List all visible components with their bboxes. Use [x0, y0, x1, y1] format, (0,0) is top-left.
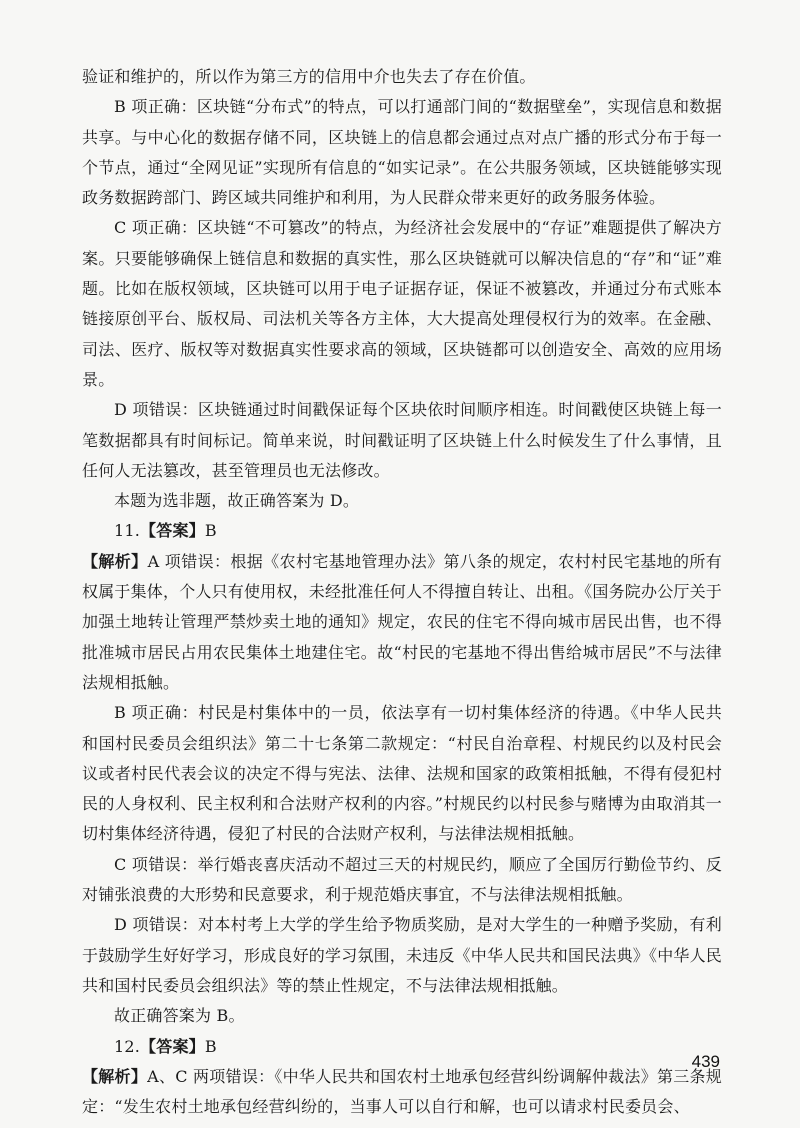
- analysis-paragraph-11: [82, 547, 722, 698]
- analysis-label: 【解析】: [82, 551, 148, 571]
- paragraph-option-c: C 项正确：区块链“不可篡改”的特点，为经济社会发展中的“存证”难题提供了解决方案。只要能够确保上链信息和数据的真实性，那么区块链就可以解决信息的“存”和“证”难题。比如在版权领域，区块链可以用于电子证据存证，保证不被篡改，并通过分布式账本链接原创平台、版权局、司法机关等各方主体，大大提高处理侵权行为的效率。在金融、司法、医疗、版权等对数据真实性要求高的领域，区块链都可以创造安全、高效的应用场景。: [82, 218, 722, 389]
- analysis-label: 【解析】: [82, 1066, 148, 1086]
- answer-value: B: [204, 1036, 217, 1056]
- analysis-text: A、C 两项错误：《中华人民共和国农村土地承包经营纠纷调解仲裁法》第三条规定：“发生农村土地承包经营纠纷的，当事人可以自行和解，也可以请求村民委员会、: [82, 1066, 722, 1117]
- answer-label: 【答案】: [140, 1036, 205, 1056]
- analysis-paragraph-12: [82, 1062, 722, 1123]
- document-body: [82, 62, 722, 1122]
- paragraph-continuation: 验证和维护的，所以作为第三方的信用中介也失去了存在价值。: [82, 67, 536, 86]
- question-number: 11.: [114, 521, 141, 541]
- paragraph-11-option-b: B 项正确：村民是村集体中的一员，依法享有一切村集体经济的待遇。《中华人民共和国村民委员会组织法》第二十七条第二款规定：“村民自治章程、村规民约以及村民会议或者村民代表会议的决定不得与宪法、法律、法规和国家的政策相抵触，不得有侵犯村民的人身权利、民主权利和合法财产权利的内容。”村规民约以村民参与赌博为由取消其一切村集体经济待遇，侵犯了村民的合法财产权利，与法律法规相抵触。: [82, 703, 722, 844]
- answer-heading-12: [82, 1032, 722, 1062]
- answer-label: 【答案】: [140, 521, 205, 541]
- paragraph-option-d: D 项错误：区块链通过时间戳保证每个区块依时间顺序相连。时间戳使区块链上每一笔数据都具有时间标记。简单来说，时间戳证明了区块链上什么时候发生了什么事情，且任何人无法篡改，甚至管理员也无法修改。: [82, 400, 722, 480]
- question-number: 12.: [114, 1036, 141, 1056]
- answer-value: B: [204, 521, 217, 541]
- paragraph-conclusion-10: 本题为选非题，故正确答案为 D。: [114, 491, 360, 511]
- paragraph-conclusion-11: 故正确答案为 B。: [114, 1006, 245, 1026]
- analysis-text: A 项错误：根据《农村宅基地管理办法》第八条的规定，农村村民宅基地的所有权属于集体，个人只有使用权，未经批准任何人不得擅自转让、出租。《国务院办公厅关于加强土地转让管理严禁炒卖土地的通知》规定，农民的住宅不得向城市居民出售，也不得批准城市居民占用农民集体土地建住宅。故“村民的宅基地不得出售给城市居民”不与法律法规相抵触。: [82, 551, 723, 692]
- page-number: 439: [691, 1052, 720, 1071]
- paragraph-11-option-d: D 项错误：对本村考上大学的学生给予物质奖励，是对大学生的一种赠予奖励，有利于鼓励学生好好学习，形成良好的学习氛围，未违反《中华人民共和国民法典》《中华人民共和国村民委员会组织法》等的禁止性规定，不与法律法规相抵触。: [82, 915, 723, 995]
- paragraph-11-option-c: C 项错误：举行婚丧喜庆活动不超过三天的村规民约，顺应了全国厉行勤俭节约、反对铺张浪费的大形势和民意要求，利于规范婚庆事宜，不与法律法规相抵触。: [82, 854, 722, 905]
- answer-heading-11: [82, 516, 722, 546]
- paragraph-option-b: B 项正确：区块链“分布式”的特点，可以打通部门间的“数据壁垒”，实现信息和数据共享。与中心化的数据存储不同，区块链上的信息都会通过点对点广播的形式分布于每一个节点，通过“全网见证”实现所有信息的“如实记录”。在公共服务领域，区块链能够实现政务数据跨部门、跨区域共同维护和利用，为人民群众带来更好的政务服务体验。: [82, 97, 722, 208]
